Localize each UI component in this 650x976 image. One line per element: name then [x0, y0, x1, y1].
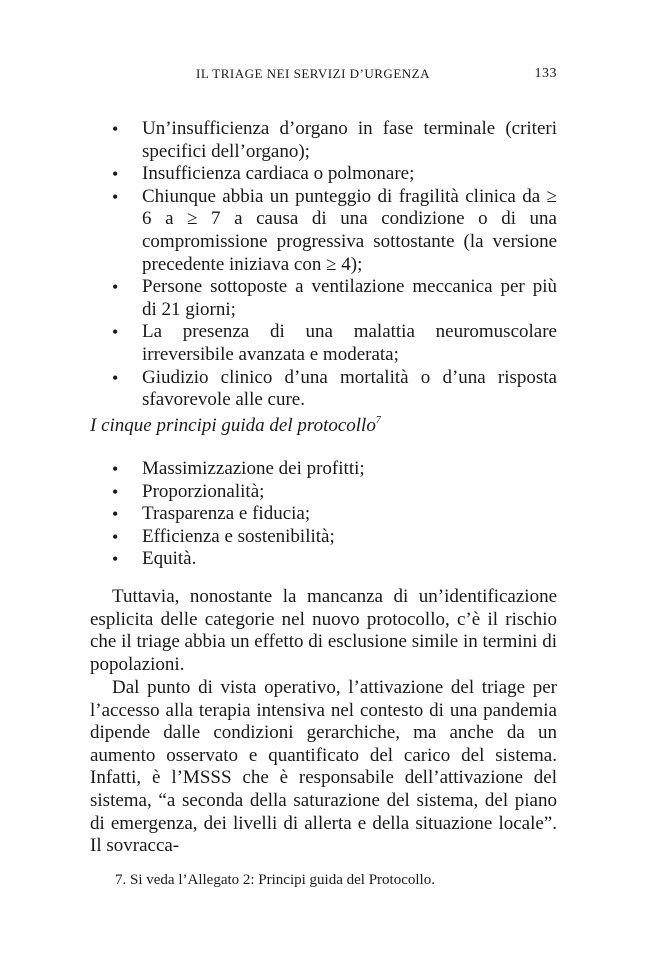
- footnote: 7. Si veda l’Allegato 2: Principi guida del Protocollo.: [115, 872, 435, 888]
- bullet-icon: •: [112, 367, 119, 388]
- bullet-icon: •: [112, 481, 119, 502]
- bullet-icon: •: [112, 504, 119, 525]
- footnote-ref: 7: [375, 415, 381, 426]
- list-item: • Trasparenza e fiducia;: [112, 503, 311, 525]
- list-item: • Massimizzazione dei profitti;: [112, 458, 365, 479]
- list-item: • La presenza di una malattia neuromuscolare irreversibile avanzata e moderata;: [112, 321, 557, 365]
- list-item: • Giudizio clinico d’una mortalità o d’una risposta sfavorevole alle cure.: [112, 366, 557, 411]
- bullet-icon: •: [112, 277, 119, 298]
- bullet-icon: •: [112, 119, 119, 139]
- running-title: IL TRIAGE NEI SERVIZI D’URGENZA: [196, 66, 430, 81]
- bullet-icon: •: [112, 186, 119, 207]
- bullet-icon: •: [112, 549, 119, 570]
- running-header: [90, 66, 557, 86]
- criteria-list: [90, 118, 557, 412]
- paragraph: Tuttavia, nonostante la mancanza di un’identificazione esplicita delle categorie nel nuovo protocollo, c’è il rischio che il triage abbia un effetto di esclusione simile in termini di popolazioni.: [90, 586, 557, 675]
- bullet-icon: •: [112, 459, 119, 479]
- list-item: • Proporzionalità;: [112, 480, 265, 502]
- bullet-icon: •: [112, 164, 119, 185]
- list-item: • Un’insufficienza d’organo in fase terminale (criteri specifici dell’organo);: [112, 118, 557, 162]
- principles-list: [90, 458, 557, 571]
- section-heading: I cinque principi guida del protocollo$^7$: [90, 415, 381, 436]
- paragraph: Dal punto di vista operativo, l’attivazione del triage per l’accesso alla terapia intensiva nel contesto di una pandemia dipende dalle condizioni gerarchiche, ma anche da un aumento osservato e quantificato del carico del sistema. Infatti, è l’MSSS che è responsabile dell’attivazione del sistema, “a seconda della saturazione del sistema, del piano di emergenza, dei livelli di allerta e della situazione locale”. Il sovracca-: [90, 677, 557, 857]
- page-number: 133: [534, 66, 557, 81]
- list-item: • Equità.: [112, 548, 197, 570]
- list-item: • Insufficienza cardiaca o polmonare;: [112, 163, 415, 185]
- bullet-icon: •: [112, 526, 119, 547]
- bullet-icon: •: [112, 322, 119, 343]
- list-item: • Chiunque abbia un punteggio di fragilità clinica da ≥ 6 a ≥ 7 a causa di una condizione o di una compromissione progressiva sottostante (la versione precedente iniziava con ≥ 4);: [112, 185, 557, 275]
- list-item: • Efficienza e sostenibilità;: [112, 525, 335, 547]
- list-item: • Persone sottoposte a ventilazione meccanica per più di 21 giorni;: [112, 276, 557, 320]
